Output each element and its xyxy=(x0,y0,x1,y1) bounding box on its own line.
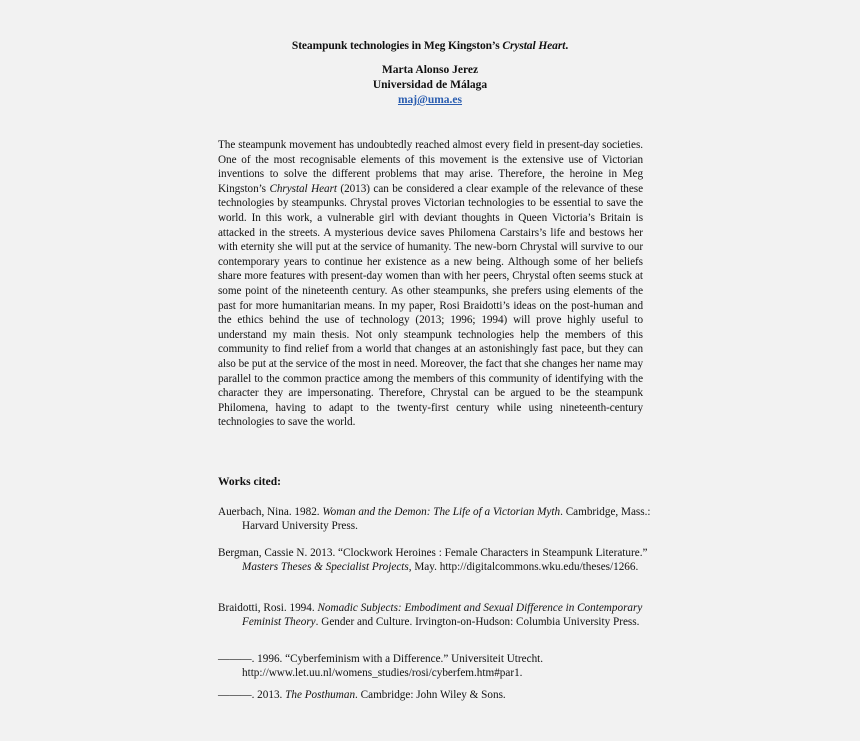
paper-title xyxy=(0,40,860,52)
reference-text: . Gender and Culture. Irvington-on-Hudson: Columbia University Press. xyxy=(315,616,640,629)
reference-title: Woman and the Demon: The Life of a Victorian Myth xyxy=(322,506,561,518)
reference-entry xyxy=(218,601,672,630)
title-italic: Crystal Heart xyxy=(502,40,566,52)
title-end: . xyxy=(565,40,569,52)
author-block xyxy=(0,63,860,108)
reference-entry xyxy=(218,505,672,534)
abstract-book-title: Chrystal Heart xyxy=(269,182,337,195)
abstract-text-1: The steampunk movement has undoubtedly reached almost every field in present-day societies. One of the most recognisable elements of this movement is the extensive use of Victorian inventions to solve the different problems that may arise. Therefore, the heroine in Meg Kingston’s xyxy=(218,139,643,195)
reference-entry xyxy=(218,652,672,681)
reference-text: ———. 2013. xyxy=(218,689,286,701)
author-email-link[interactable]: maj@uma.es xyxy=(397,94,463,106)
title-text: Steampunk technologies in Meg Kingston’s xyxy=(291,40,503,52)
reference-text: Auerbach, Nina. 1982. xyxy=(218,506,323,518)
abstract-text-2: (2013) can be considered a clear example of the relevance of these technologies by steampunks. Chrystal proves Victorian technologies to be essential to save the world. In this work, a vulnerable girl with deviant thoughts in Queen Victoria’s Britain is attacked in the streets. A mysterious device saves Philomena Carstairs’s life and bestows her with eternity she will put at the service of humanity. The new-born Chrystal will survive to our contemporary years to continue her existence as a new being. Although some of her beliefs share more features with present-day women than with her peers, Chrystal often seems stuck at some point of the nineteenth century. As other steampunks, she prefers using elements of the past for more humanitarian means. In my paper, Rosi Braidotti’s ideas on the post-human and the ethics behind the use of technology (2013; 1996; 1994) will prove highly useful to understand my main thesis. Not only steampunk technologies help the members of this community to find relief from a world that changes at an astonishingly fast pace, but they can also be put at the service of the most in need. Moreover, the fact that she changes her name may parallel to the common practice among the members of this community of identifying with the character they are impersonating. Therefore, Chrystal can be argued to be the steampunk Philomena, having to adapt to the twenty-first century while using nineteenth-century technologies to save the world. xyxy=(218,182,643,429)
author-name: Marta Alonso Jerez xyxy=(381,64,479,76)
reference-text: , May. http://digitalcommons.wku.edu/theses/1266. xyxy=(408,561,639,574)
reference-title: The Posthuman xyxy=(285,689,356,701)
abstract-paragraph xyxy=(218,138,643,430)
reference-text: . Cambridge: John Wiley & Sons. xyxy=(355,689,506,701)
reference-entry xyxy=(218,688,672,702)
reference-text: Braidotti, Rosi. 1994. xyxy=(218,602,318,614)
works-cited-heading: Works cited: xyxy=(218,476,281,488)
reference-entry xyxy=(218,546,672,575)
reference-title: Nomadic Subjects: Embodiment and Sexual Difference in Contemporary Feminist Theory xyxy=(242,602,643,629)
author-affiliation: Universidad de Málaga xyxy=(372,79,488,91)
reference-text: . Cambridge, Mass.: Harvard University Press. xyxy=(242,506,651,533)
reference-text: ———. 1996. “Cyberfeminism with a Difference.” Universiteit Utrecht. http://www.let.uu.nl/womens_studies/rosi/cyberfem.htm#par1. xyxy=(218,653,544,680)
reference-title: Masters Theses & Specialist Projects xyxy=(242,561,409,574)
reference-text: Bergman, Cassie N. 2013. “Clockwork Heroines : Female Characters in Steampunk Literature.” xyxy=(218,547,648,559)
